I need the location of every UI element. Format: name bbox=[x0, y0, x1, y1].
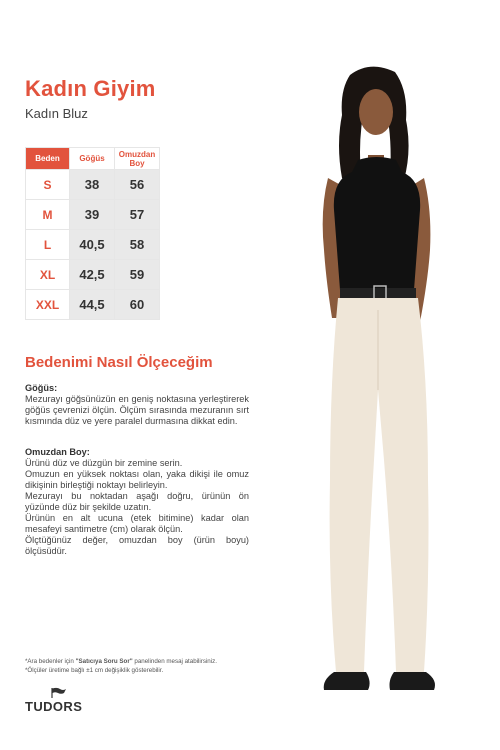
brand-logo bbox=[25, 687, 105, 717]
size-table-header bbox=[26, 148, 160, 170]
chest-text: Mezurayı göğsünüzün en geniş noktasına yerleştirerek göğüs çevrenizi ölçün. Ölçüm sırasında mezuranın sırt kısmında düz ve yere paralel durmasına dikkat edin. bbox=[25, 394, 249, 426]
page-subtitle: Kadın Bluz bbox=[25, 106, 88, 121]
header-chest: Göğüs bbox=[70, 148, 115, 170]
shoulder-length-cell: 60 bbox=[115, 290, 160, 320]
chest-label: Göğüs: bbox=[25, 383, 58, 393]
table-row bbox=[26, 230, 160, 260]
shoulder-length-cell: 58 bbox=[115, 230, 160, 260]
table-row bbox=[26, 260, 160, 290]
header-size: Beden bbox=[26, 148, 70, 170]
length-line: Ürünün en alt ucuna (etek bitimine) kadar olan mesafeyi santimetre (cm) olarak ölçün. bbox=[25, 513, 249, 534]
model-pants bbox=[330, 298, 429, 672]
chest-cell: 42,5 bbox=[70, 260, 115, 290]
chest-cell: 39 bbox=[70, 200, 115, 230]
header-shoulder-length: Omuzdan Boy bbox=[115, 148, 160, 170]
chest-cell: 40,5 bbox=[70, 230, 115, 260]
shoulder-length-cell: 56 bbox=[115, 170, 160, 200]
chest-cell: 38 bbox=[70, 170, 115, 200]
shoulder-length-cell: 59 bbox=[115, 260, 160, 290]
size-cell: M bbox=[26, 200, 70, 230]
size-cell: S bbox=[26, 170, 70, 200]
size-cell: XL bbox=[26, 260, 70, 290]
length-line: Ölçtüğünüz değer, omuzdan boy (ürün boyu) ölçüsüdür. bbox=[25, 535, 249, 556]
chest-cell: 44,5 bbox=[70, 290, 115, 320]
chest-instructions bbox=[25, 383, 249, 427]
table-row bbox=[26, 170, 160, 200]
model-belt bbox=[340, 286, 416, 300]
size-cell: L bbox=[26, 230, 70, 260]
page-title: Kadın Giyim bbox=[25, 76, 156, 101]
model-shoes bbox=[324, 672, 435, 690]
footnote-tolerance: *Ölçüler üretime bağlı ±1 cm değişiklik gösterebilir. bbox=[25, 667, 164, 674]
footnotes bbox=[25, 657, 217, 675]
length-instructions bbox=[25, 447, 249, 557]
flag-icon bbox=[51, 687, 67, 699]
length-line: Omuzun en yüksek noktası olan, yaka dikişi ile omuz dikişinin birleştiği noktayı belirleyin. bbox=[25, 469, 249, 490]
length-line: Mezurayı bu noktadan aşağı doğru, ürünün ön yüzünde düz bir şekilde uzatın. bbox=[25, 491, 249, 512]
length-label: Omuzdan Boy: bbox=[25, 447, 90, 457]
table-row bbox=[26, 200, 160, 230]
model-top bbox=[334, 157, 420, 290]
size-cell: XXL bbox=[26, 290, 70, 320]
model-face bbox=[359, 89, 393, 168]
size-table bbox=[25, 147, 160, 320]
model-image bbox=[280, 60, 480, 710]
length-line: Ürünü düz ve düzgün bir zemine serin. bbox=[25, 458, 183, 468]
measure-guide-title: Bedenimi Nasıl Ölçeceğim bbox=[25, 354, 213, 371]
table-row bbox=[26, 290, 160, 320]
brand-name: TUDORS bbox=[25, 699, 83, 714]
shoulder-length-cell: 57 bbox=[115, 200, 160, 230]
footnote-size-question: *Ara bedenler için "Satıcıya Soru Sor" panelinden mesaj atabilirsiniz. bbox=[25, 658, 217, 665]
